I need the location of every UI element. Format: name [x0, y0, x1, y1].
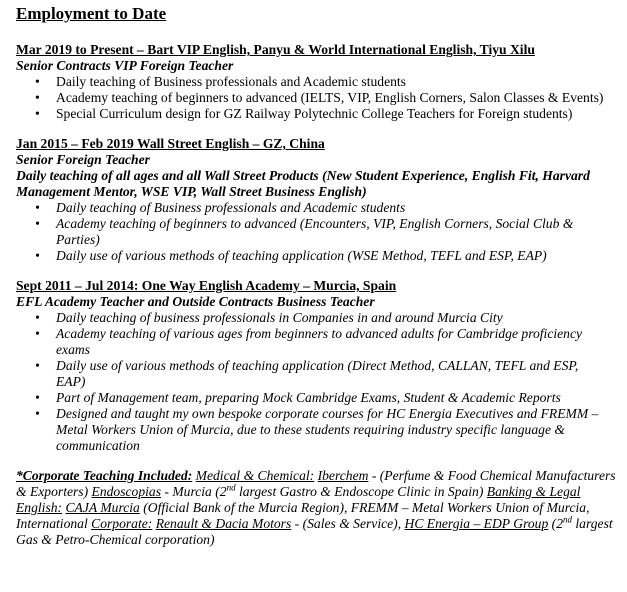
list-item: • Daily teaching of Business professionals and Academic students	[56, 74, 616, 90]
list-item: • Academy teaching of various ages from beginners to advanced adults for Cambridge proficiency exams	[56, 326, 616, 358]
client-renault: Renault & Dacia Motors	[155, 516, 292, 531]
job-entry-wall-street	[16, 136, 616, 264]
client-desc: - Murcia (2	[161, 484, 227, 499]
medical-label: Medical & Chemical:	[195, 468, 315, 483]
resume-page	[16, 4, 616, 548]
client-desc: (2	[548, 516, 563, 531]
job-entry-one-way	[16, 278, 616, 454]
corporate-label: *Corporate Teaching Included:	[16, 468, 193, 483]
job-role: EFL Academy Teacher and Outside Contracts Business Teacher	[16, 294, 375, 309]
job-title: Mar 2019 to Present – Bart VIP English, Panyu & World International English, Tiyu Xilu	[16, 42, 535, 57]
client-desc: (Official Bank of the Murcia Region), FREMM – Metal Workers Union of Murcia, International	[16, 500, 590, 531]
section-heading: Employment to Date	[16, 4, 167, 23]
list-item: • Daily teaching of Business professionals and Academic students	[56, 200, 616, 216]
client-iberchem: Iberchem	[317, 468, 369, 483]
duties-list	[16, 74, 616, 122]
corporate-sub-label: Corporate:	[91, 516, 153, 531]
banking-label: Banking & Legal English:	[16, 484, 581, 515]
corporate-teaching-paragraph	[16, 468, 616, 548]
list-item: • Daily teaching of business professionals in Companies in and around Murcia City	[56, 310, 616, 326]
client-desc: largest Gastro & Endoscope Clinic in Spain)	[235, 484, 484, 499]
job-subheading: Daily teaching of all ages and all Wall Street Products (New Student Experience, English Fit, Harvard Management Mentor, WSE VIP, Wall Street Business English)	[16, 168, 590, 199]
list-item: • Special Curriculum design for GZ Railway Polytechnic College Teachers for Foreign students)	[56, 106, 616, 122]
job-title: Sept 2011 – Jul 2014: One Way English Academy – Murcia, Spain	[16, 278, 397, 293]
client-desc: largest Gas & Petro-Chemical corporation)	[16, 516, 613, 547]
job-role: Senior Foreign Teacher	[16, 152, 150, 167]
list-item: • Designed and taught my own bespoke corporate courses for HC Energia Executives and FREMM – Metal Workers Union of Murcia, due to these students requiring industry specific language & communication	[56, 406, 616, 454]
ordinal-superscript: nd	[563, 514, 572, 525]
list-item: • Daily use of various methods of teaching application (Direct Method, CALLAN, TEFL and ESP, EAP)	[56, 358, 616, 390]
client-endoscopias: Endoscopias	[91, 484, 161, 499]
client-desc: - (Perfume & Food Chemical Manufacturers & Exporters)	[16, 468, 616, 499]
client-desc: - (Sales & Service),	[291, 516, 405, 531]
job-role: Senior Contracts VIP Foreign Teacher	[16, 58, 234, 73]
list-item: • Academy teaching of beginners to advanced (Encounters, VIP, English Corners, Social Club & Parties)	[56, 216, 616, 248]
job-entry-bart-vip	[16, 42, 616, 122]
list-item: • Academy teaching of beginners to advanced (IELTS, VIP, English Corners, Salon Classes & Events)	[56, 90, 616, 106]
duties-list	[16, 200, 616, 264]
job-title: Jan 2015 – Feb 2019 Wall Street English – GZ, China	[16, 136, 325, 151]
duties-list	[16, 310, 616, 454]
client-hc-energia: HC Energia – EDP Group	[404, 516, 549, 531]
client-caja: CAJA Murcia	[65, 500, 140, 515]
ordinal-superscript: nd	[226, 482, 236, 493]
list-item: • Daily use of various methods of teaching application (WSE Method, TEFL and ESP, EAP)	[56, 248, 616, 264]
list-item: • Part of Management team, preparing Mock Cambridge Exams, Student & Academic Reports	[56, 390, 616, 406]
